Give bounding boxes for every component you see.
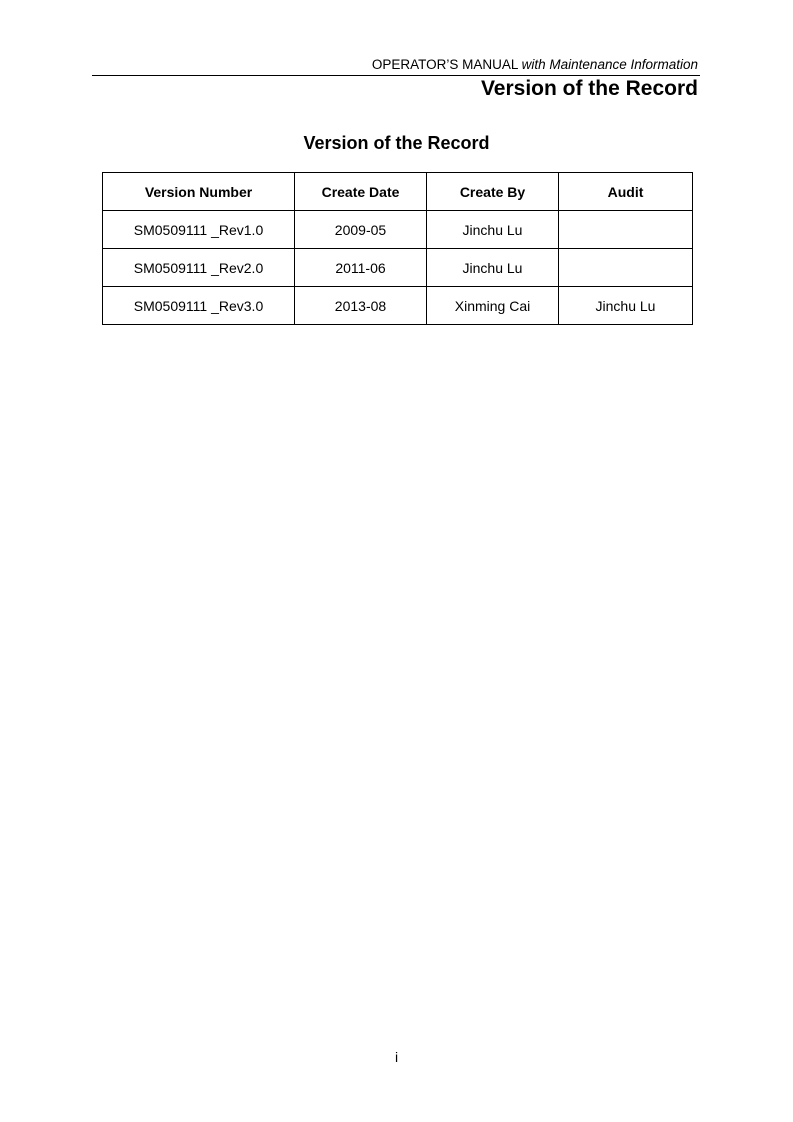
- column-header-create-by: Create By: [427, 173, 559, 211]
- version-record-table: [102, 172, 693, 325]
- cell-create-date: 2011-06: [295, 249, 427, 287]
- manual-subtitle: with Maintenance Information: [521, 57, 698, 72]
- column-header-version-number: Version Number: [103, 173, 295, 211]
- table-row: [103, 287, 693, 325]
- cell-create-date: 2009-05: [295, 211, 427, 249]
- cell-audit: Jinchu Lu: [559, 287, 693, 325]
- cell-create-by: Xinming Cai: [427, 287, 559, 325]
- cell-audit: [559, 211, 693, 249]
- cell-create-by: Jinchu Lu: [427, 249, 559, 287]
- manual-name: OPERATOR’S MANUAL: [371, 57, 518, 72]
- page-number: i: [394, 1049, 399, 1065]
- running-header: [92, 57, 700, 76]
- cell-create-by: Jinchu Lu: [427, 211, 559, 249]
- cell-version-number: SM0509111 _Rev3.0: [103, 287, 295, 325]
- cell-version-number: SM0509111 _Rev2.0: [103, 249, 295, 287]
- table-row: [103, 211, 693, 249]
- cell-create-date: 2013-08: [295, 287, 427, 325]
- cell-version-number: SM0509111 _Rev1.0: [103, 211, 295, 249]
- running-header-text: [372, 57, 698, 73]
- table-row: [103, 249, 693, 287]
- section-heading: Version of the Record: [480, 77, 698, 100]
- page-title: Version of the Record: [303, 133, 490, 153]
- column-header-create-date: Create Date: [295, 173, 427, 211]
- column-header-audit: Audit: [559, 173, 693, 211]
- table-header-row: [103, 173, 693, 211]
- cell-audit: [559, 249, 693, 287]
